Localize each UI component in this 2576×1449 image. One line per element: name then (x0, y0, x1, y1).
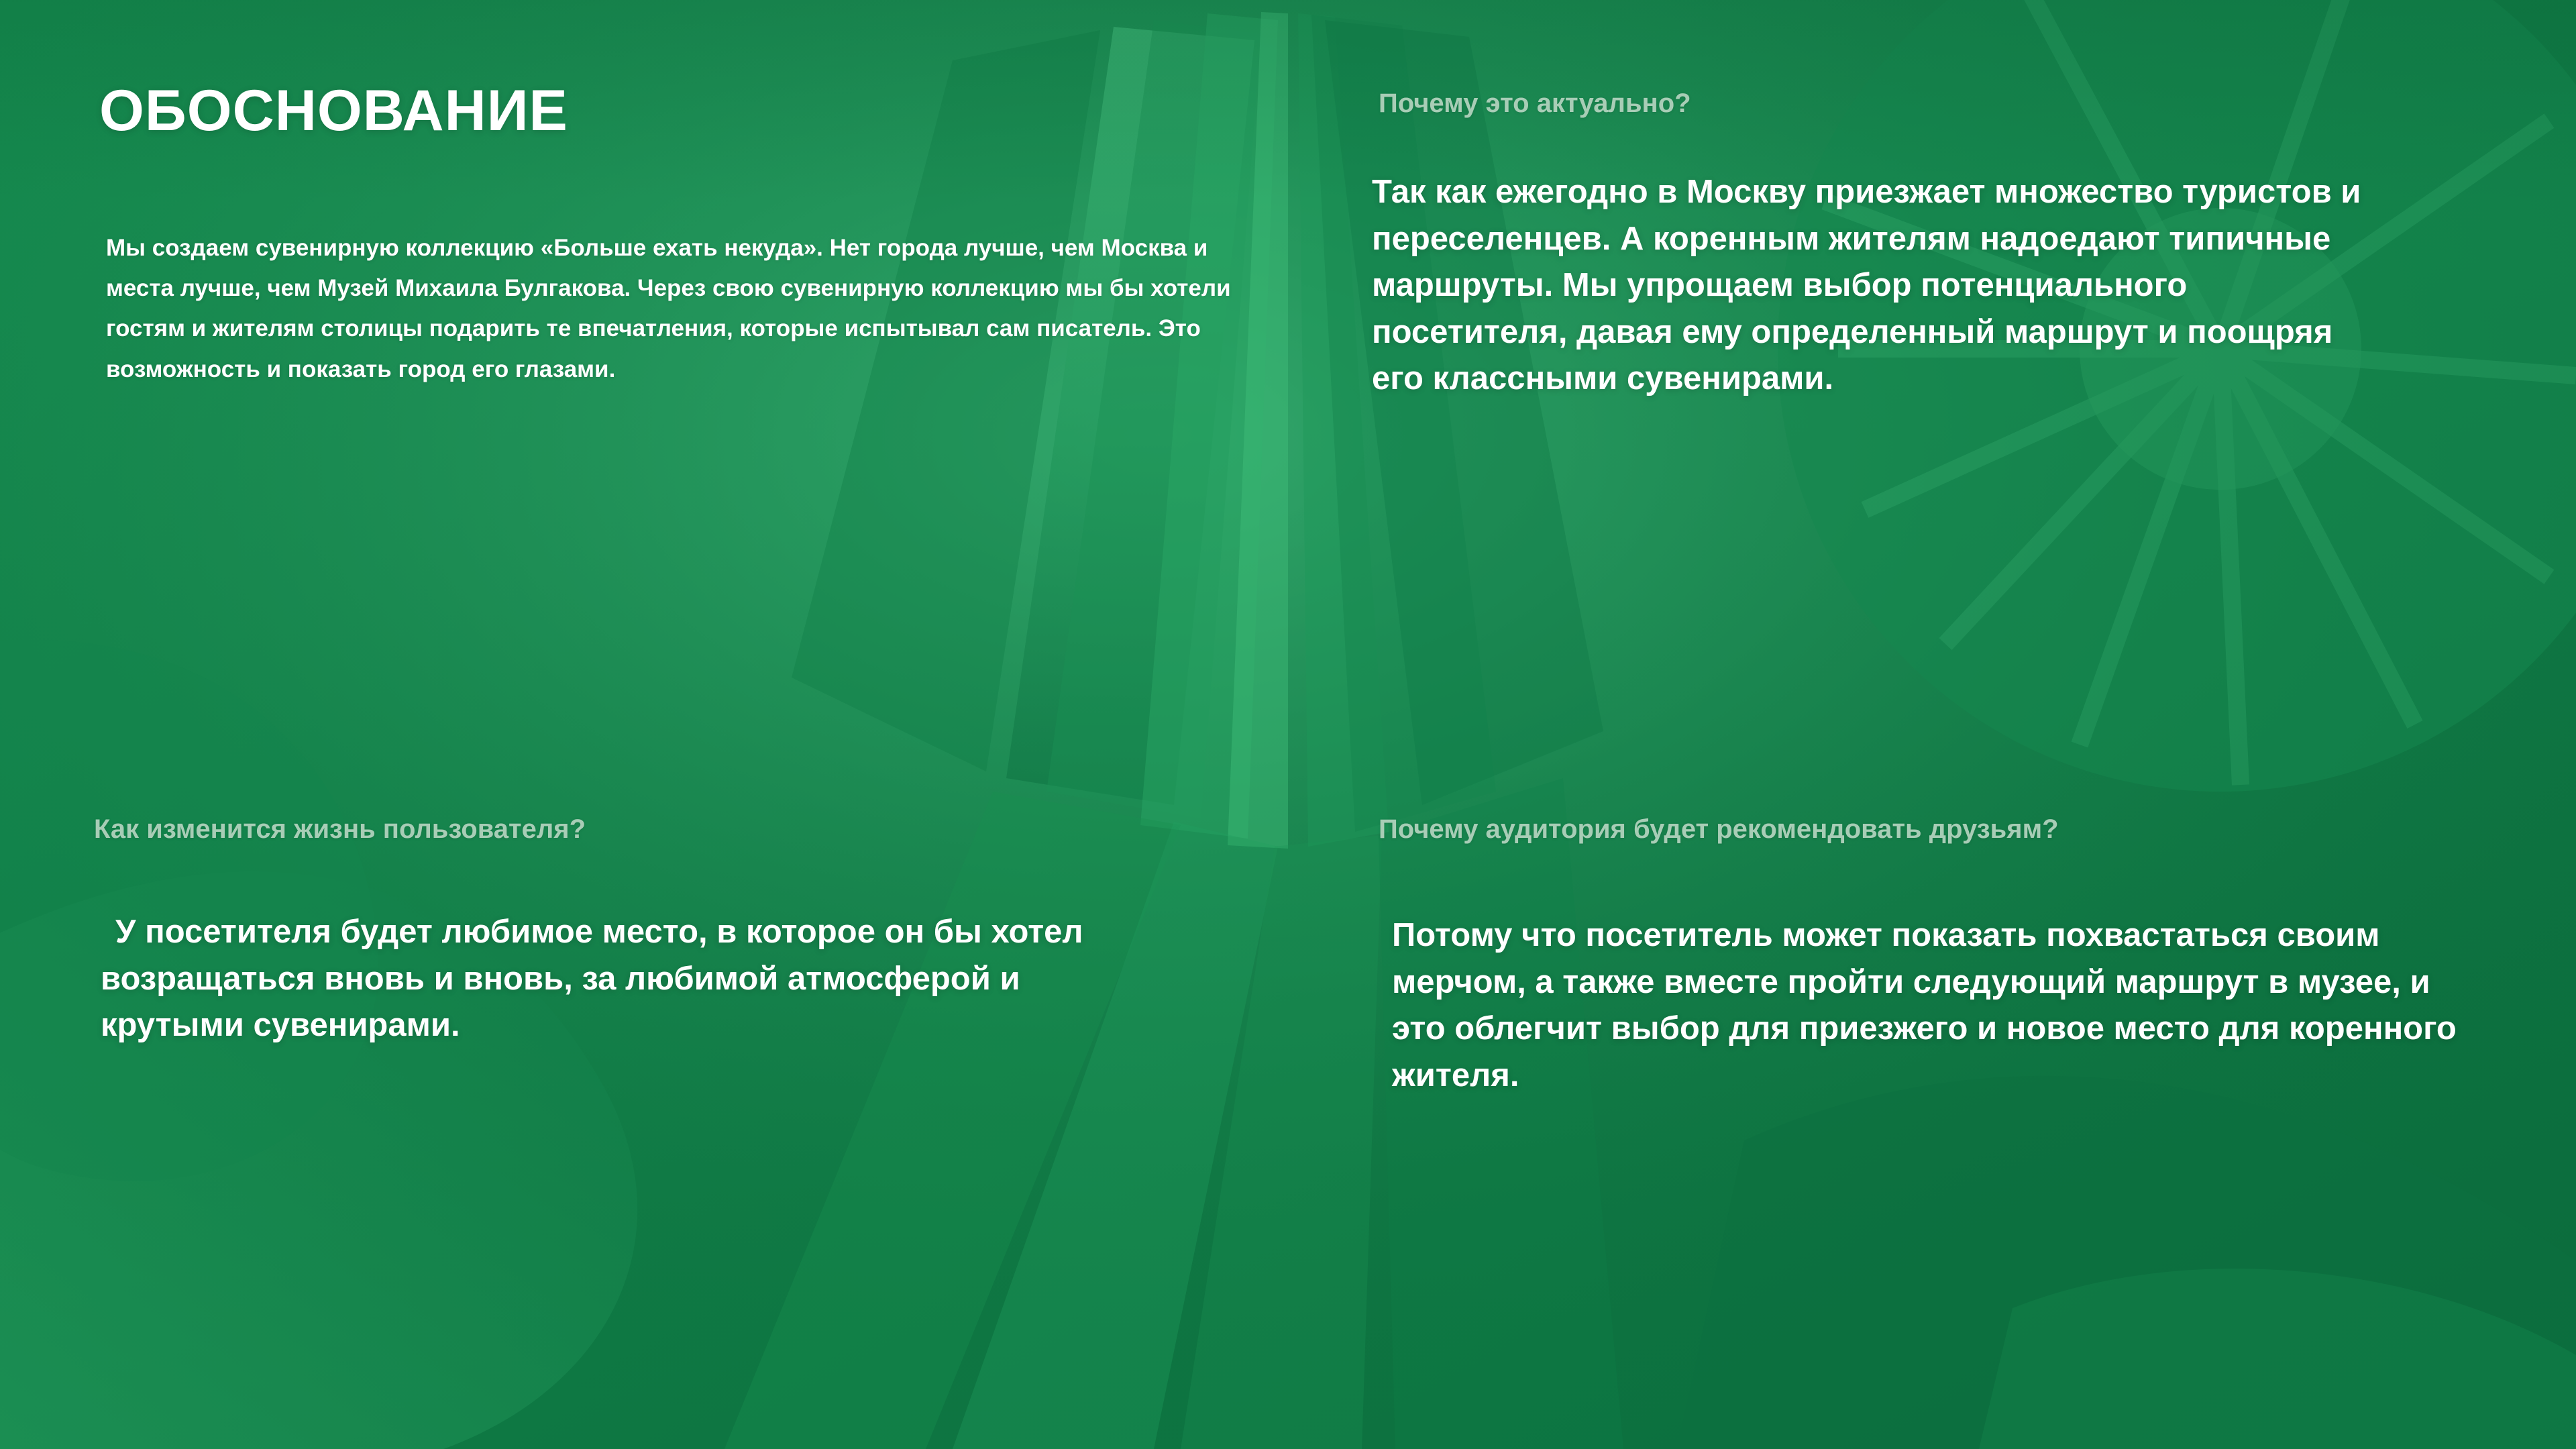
question-block-relevance (1379, 86, 2425, 121)
lead-paragraph: Мы создаем сувенирную коллекцию «Больше ехать некуда». Нет города лучше, чем Москва и места лучше, чем Музей Михаила Булгакова. Через свою сувенирную коллекцию мы бы хотели гостям и жителям столицы подарить те впечатления, которые испытывал сам писатель. Это возможность и показать город его глазами. (106, 235, 1231, 382)
answer-text-relevance: Так как ежегодно в Москву приезжает множество туристов и переселенцев. А коренным жителям надоедают типичные маршруты. Мы упрощаем выбор потенциального посетителя, давая ему определенный маршрут и поощряя его классными сувенирами. (1372, 174, 2361, 397)
lead-paragraph-block (106, 228, 1246, 390)
answer-text-user-life: У посетителя будет любимое место, в которое он бы хотел возращаться вновь и вновь, за любимой атмосферой и крутыми сувенирами. (101, 914, 1083, 1044)
answer-block-user-life (101, 909, 1127, 1049)
question-block-recommendation (1379, 812, 2519, 847)
question-label-recommendation: Почему аудитория будет рекомендовать друзьям? (1379, 814, 2059, 844)
answer-block-relevance (1372, 169, 2365, 402)
page-title-block (99, 80, 1106, 141)
page-title: ОБОСНОВАНИЕ (99, 78, 568, 143)
question-label-user-life: Как изменится жизнь пользователя? (94, 814, 586, 844)
answer-block-recommendation (1392, 912, 2479, 1099)
question-block-user-life (94, 812, 1100, 847)
answer-text-recommendation: Потому что посетитель может показать похвастаться своим мерчом, а также вместе пройти следующий маршрут в музее, и это облегчит выбор для приезжего и новое место для коренного жителя. (1392, 917, 2457, 1093)
question-label-relevance: Почему это актуально? (1379, 89, 1691, 118)
